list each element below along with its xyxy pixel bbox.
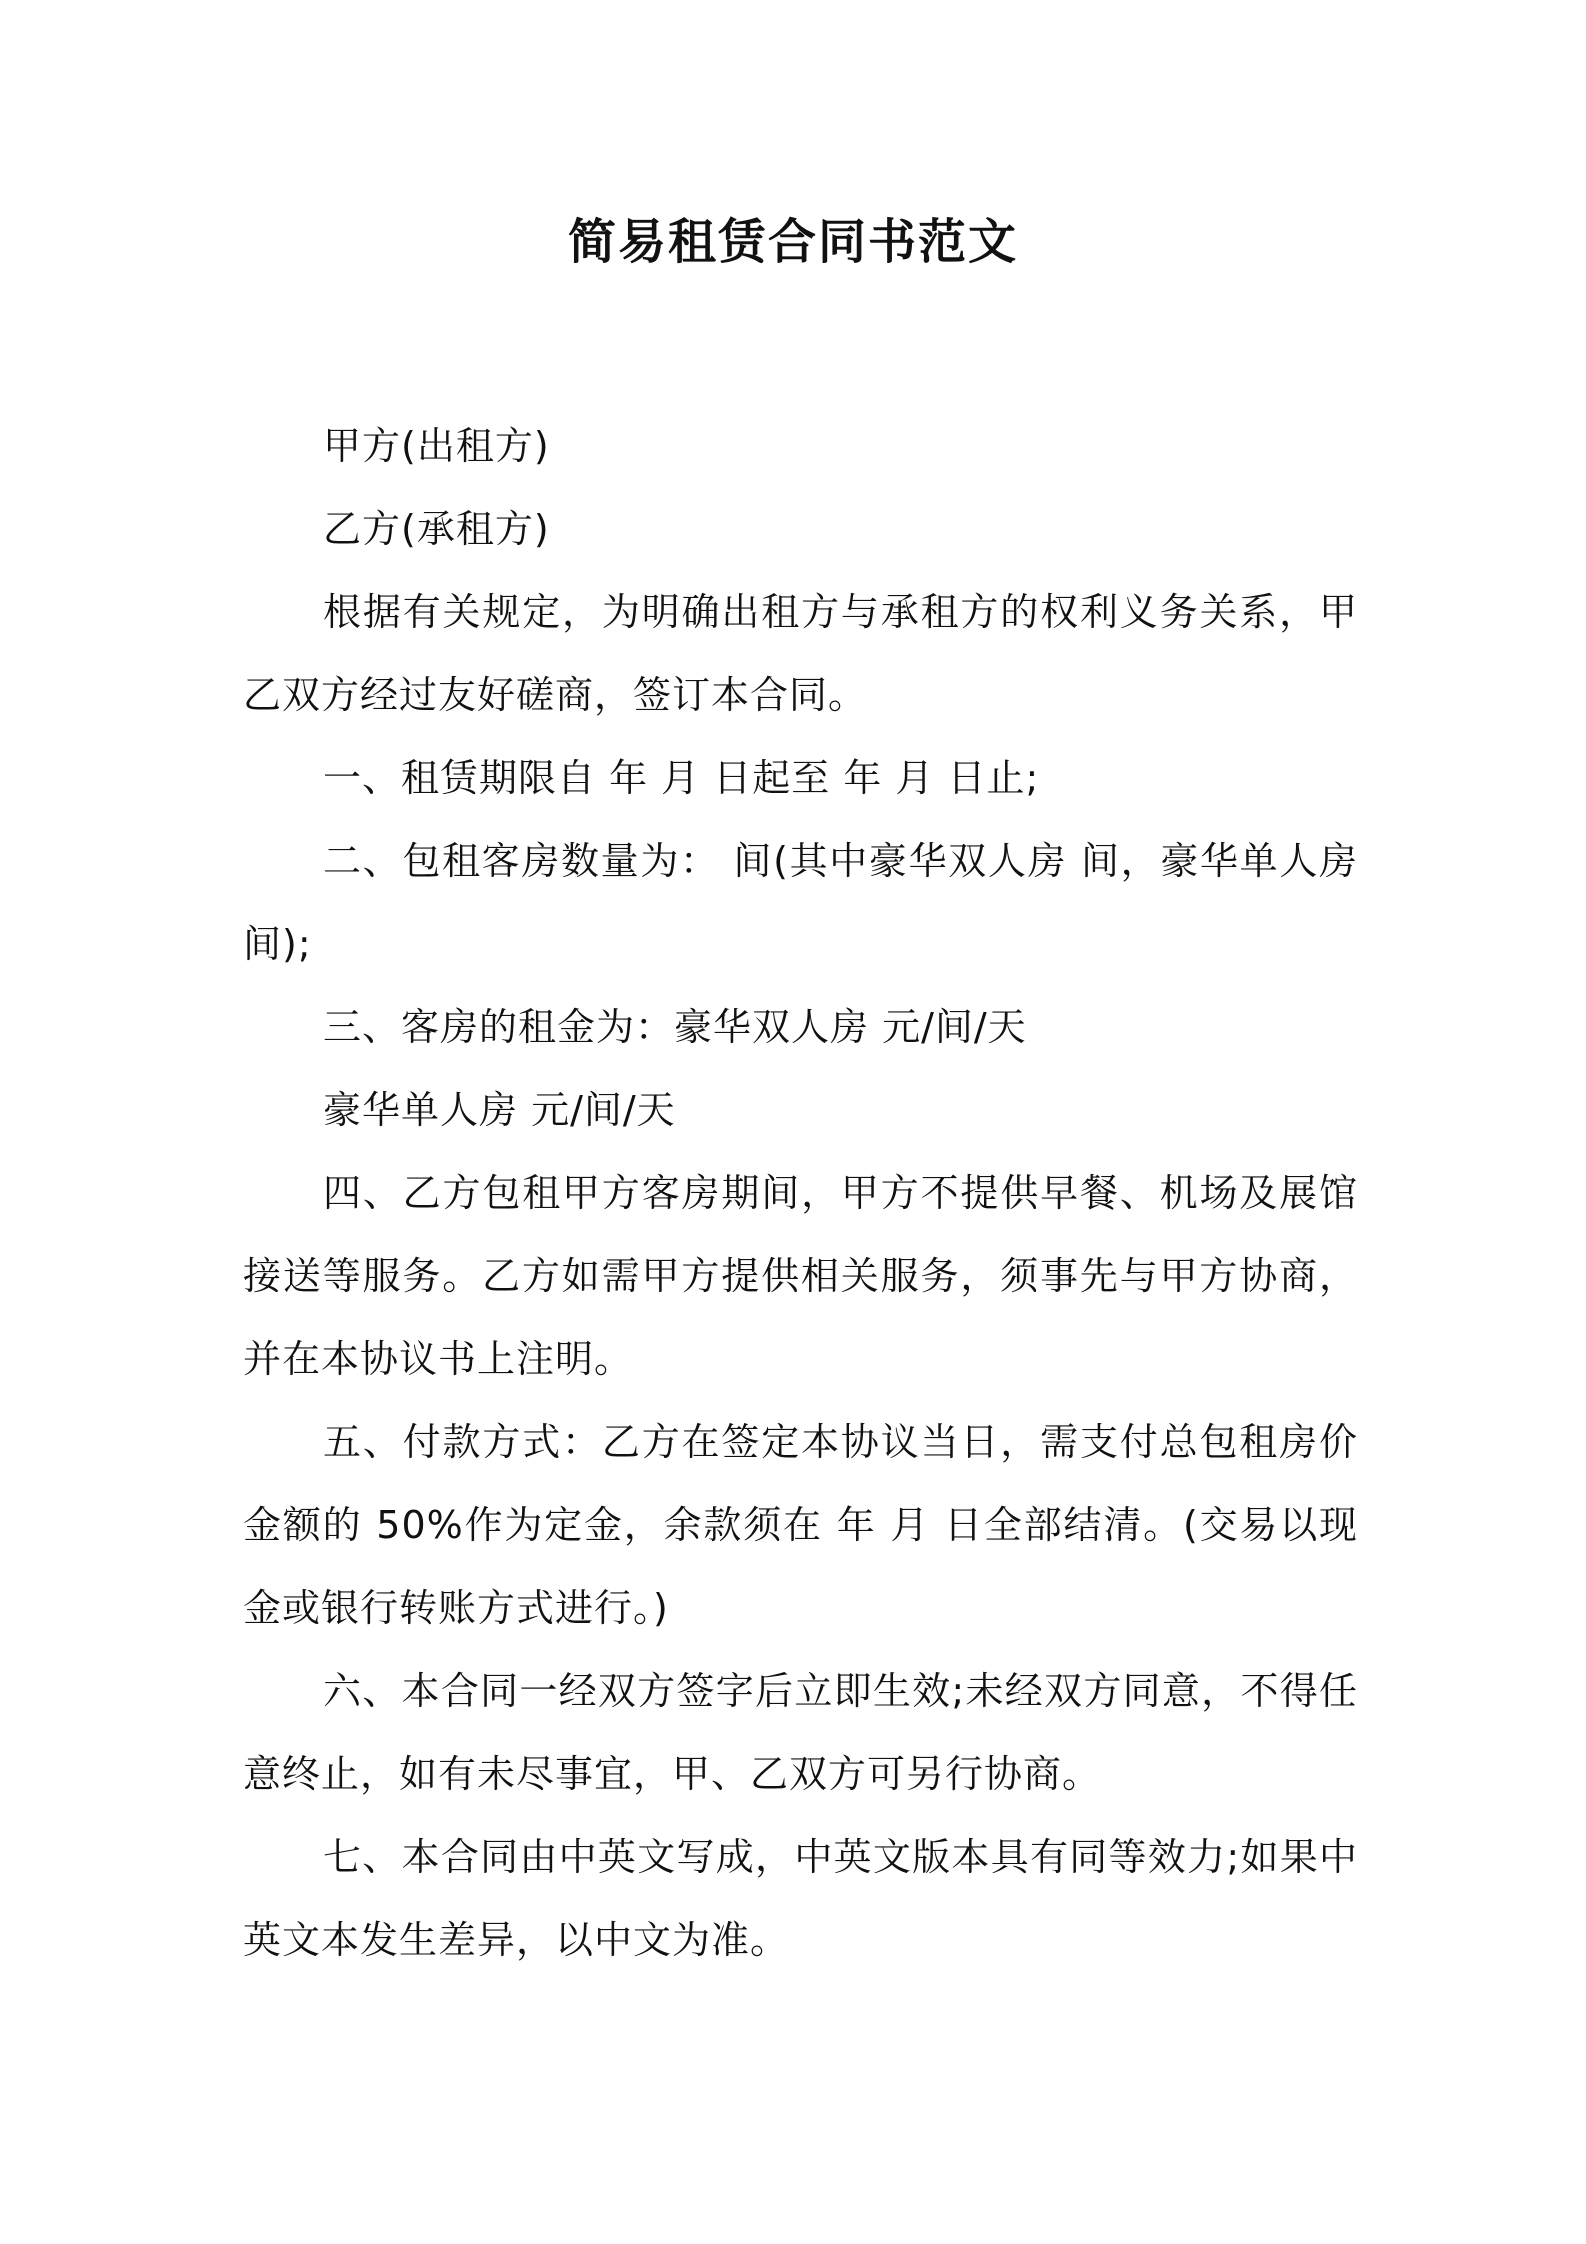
preamble-paragraph: 根据有关规定，为明确出租方与承租方的权利义务关系，甲乙双方经过友好磋商，签订本合同。 <box>243 590 1358 717</box>
clause-3-rent-single: 豪华单人房 元/间/天 <box>323 1088 676 1132</box>
document-title: 简易租赁合同书范文 <box>567 214 1018 270</box>
clause-1-lease-term: 一、租赁期限自 年 月 日起至 年 月 日止; <box>323 756 1040 800</box>
clause-5-payment: 五、付款方式：乙方在签定本协议当日，需支付总包租房价金额的 50%作为定金，余款须在 年 月 日全部结清。(交易以现金或银行转账方式进行。) <box>243 1420 1358 1630</box>
clause-6-effectiveness: 六、本合同一经双方签字后立即生效;未经双方同意，不得任意终止，如有未尽事宜，甲、乙双方可另行协商。 <box>243 1669 1358 1796</box>
clause-3-rent-double: 三、客房的租金为：豪华双人房 元/间/天 <box>323 1005 1027 1049</box>
clause-7-language: 七、本合同由中英文写成，中英文版本具有同等效力;如果中英文本发生差异，以中文为准。 <box>243 1835 1358 1962</box>
document-body <box>243 405 1358 1982</box>
party-b-line: 乙方(承租方) <box>323 507 550 551</box>
party-a-line: 甲方(出租方) <box>323 424 550 468</box>
clause-4-services: 四、乙方包租甲方客房期间，甲方不提供早餐、机场及展馆接送等服务。乙方如需甲方提供相关服务，须事先与甲方协商，并在本协议书上注明。 <box>243 1171 1358 1381</box>
clause-2-room-count: 二、包租客房数量为： 间(其中豪华双人房 间，豪华单人房 间); <box>243 839 1358 966</box>
